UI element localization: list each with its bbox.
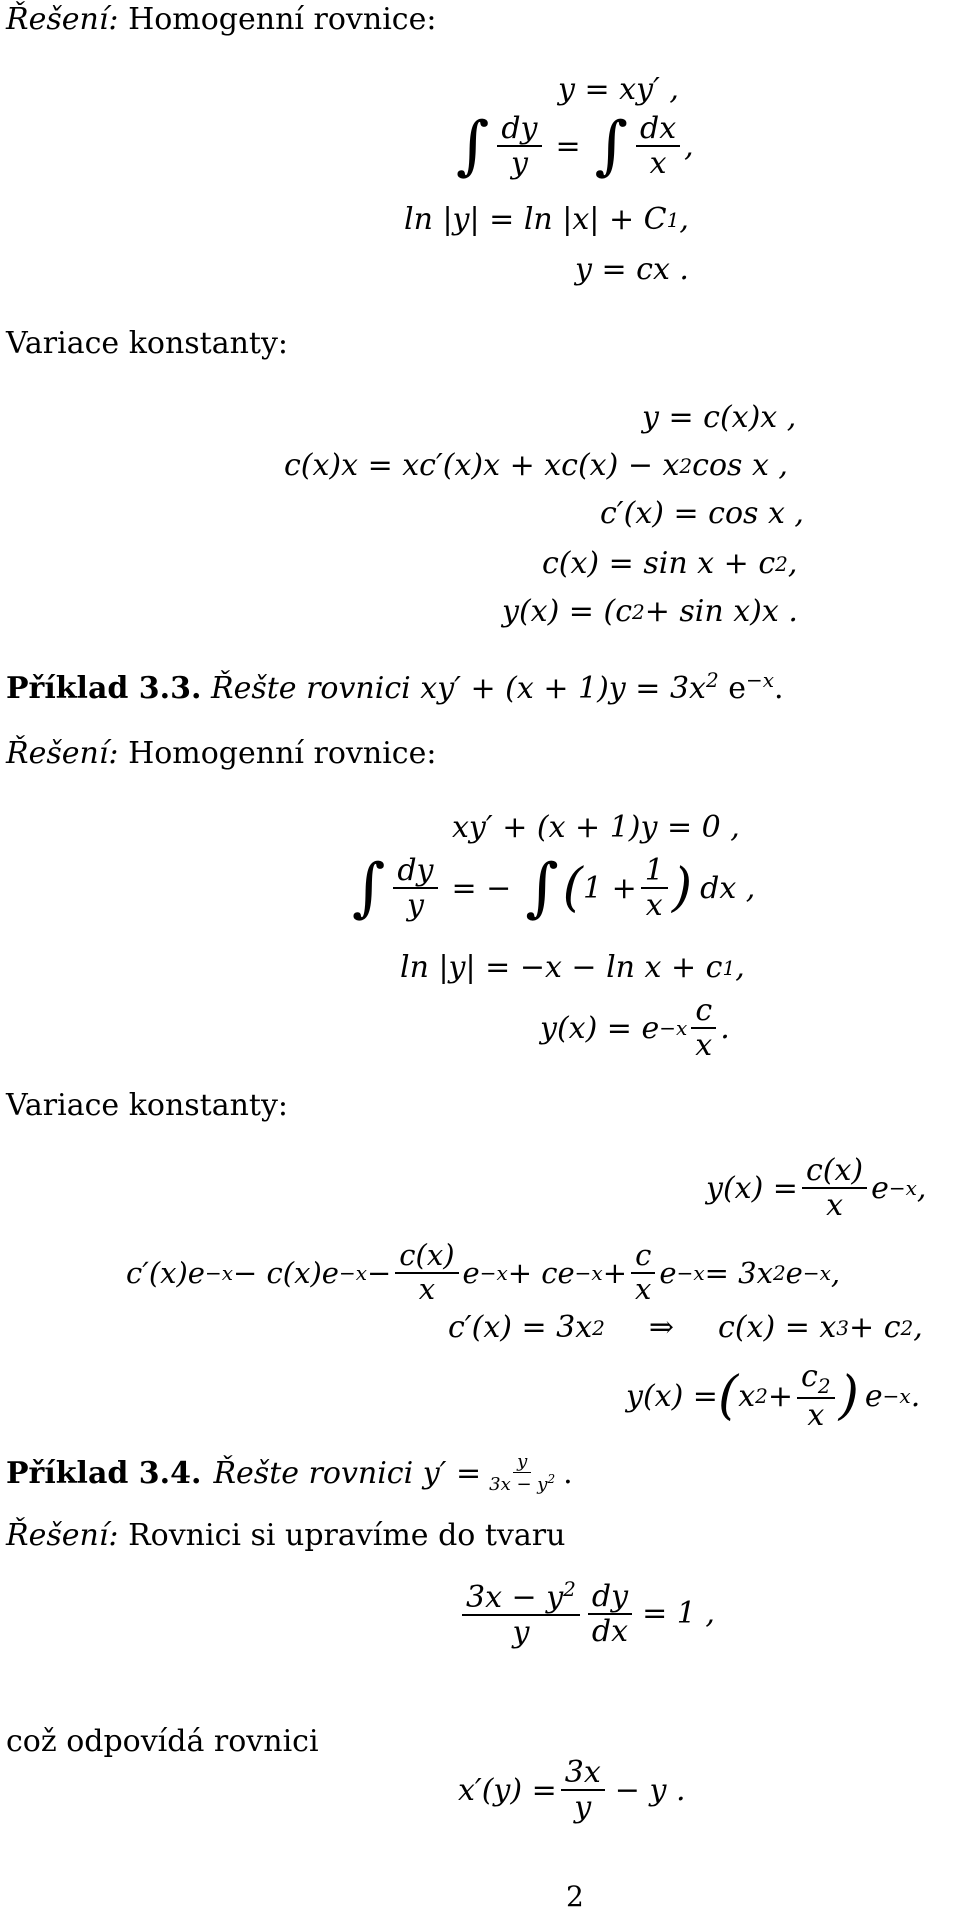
plus: + <box>602 1255 628 1290</box>
integral-sign: ∫ <box>352 851 386 925</box>
var2-eq-2 <box>126 1240 840 1306</box>
subscript: 1 <box>666 207 680 232</box>
frac-den: y <box>406 888 424 923</box>
eq-end: , <box>735 950 745 985</box>
exp-base: e <box>718 671 746 706</box>
equals: = <box>555 128 581 164</box>
frac-num-base: 3x − y <box>466 1580 564 1615</box>
frac-num: y <box>513 1452 531 1473</box>
superscript: 2 <box>547 1471 556 1486</box>
frac-den: y <box>574 1790 592 1825</box>
frac-den: x <box>649 146 667 181</box>
superscript: 2 <box>755 1384 768 1408</box>
term: x <box>738 1378 756 1414</box>
frac-num-base: c <box>801 1359 818 1394</box>
eq-end: , <box>913 1310 923 1345</box>
example-label: Příklad 3.4. <box>6 1455 202 1491</box>
superscript: −x <box>574 1260 603 1285</box>
frac-num <box>462 1578 580 1616</box>
homog-eq-3 <box>400 950 745 985</box>
example-task: Řešte rovnici xy′ + (x + 1)y = 3x <box>211 671 706 706</box>
frac-num: 1 <box>641 854 668 889</box>
eq-text: y(x) = e <box>540 1010 660 1046</box>
variation-eq-2 <box>284 448 788 483</box>
frac-den: dx <box>591 1613 629 1649</box>
one-plus: 1 + <box>582 870 637 906</box>
superscript: 2 <box>563 1577 576 1601</box>
term: = 3x <box>704 1255 773 1290</box>
frac-num: c(x) <box>395 1240 458 1274</box>
eq-end: − y . <box>614 1772 686 1808</box>
frac-num: dy <box>588 1580 632 1615</box>
exp-base: e <box>864 1378 883 1414</box>
eq-text: c(x) = sin x + c <box>542 546 776 581</box>
example-label: Příklad 3.3. <box>6 671 202 706</box>
eq-end: = 1 , <box>642 1596 715 1631</box>
solution-heading-1 <box>6 2 436 37</box>
variation-label-1: Variace konstanty: <box>6 326 289 361</box>
eq-end: , <box>916 1170 927 1206</box>
equation-4: y = cx . <box>575 252 689 287</box>
period: . <box>563 1455 573 1491</box>
superscript: −x <box>676 1260 705 1285</box>
frac-den-base: 3x − y <box>489 1473 548 1495</box>
eq-text: + c <box>849 1310 901 1345</box>
integral-sign: ∫ <box>525 851 559 925</box>
term: − c(x)e <box>233 1255 339 1290</box>
equation-1: y = xy′ , <box>558 72 679 107</box>
superscript: −x <box>338 1260 367 1285</box>
exp-base: e <box>785 1255 803 1290</box>
superscript: 2 <box>679 453 693 478</box>
eq-end: , <box>830 1255 841 1290</box>
var2-eq-4 <box>626 1360 920 1432</box>
superscript: 3 <box>836 1315 850 1340</box>
subscript: 2 <box>900 1315 914 1340</box>
frac-den: x <box>418 1271 436 1306</box>
superscript: 2 <box>592 1315 605 1340</box>
plus: + <box>767 1378 794 1414</box>
eq-text: c(x)x = xc′(x)x + xc(x) − x <box>284 448 680 483</box>
superscript: −x <box>746 668 775 692</box>
frac-num: 3x <box>561 1756 605 1791</box>
period: . <box>910 1378 921 1414</box>
solution-label: Řešení: <box>6 1518 119 1553</box>
eq-text: y(x) = <box>706 1170 798 1206</box>
variation-eq-4 <box>542 546 797 581</box>
homog-eq-2 <box>348 851 756 925</box>
solution-text: Homogenní rovnice: <box>128 2 437 37</box>
eq-text: c′(x) = 3x <box>448 1310 593 1345</box>
solution-text: Rovnici si upravíme do tvaru <box>128 1518 566 1553</box>
frac-den: y <box>512 1615 530 1650</box>
frac-num: dx <box>636 112 680 147</box>
frac-num: c <box>691 994 716 1029</box>
solution-heading-3 <box>6 1518 565 1553</box>
subscript: 2 <box>775 551 788 576</box>
exp-base: e <box>462 1255 480 1290</box>
eq-text: ln |y| = ln |x| + C <box>404 202 667 237</box>
frac-den: x <box>645 888 663 923</box>
homog-eq-4 <box>540 994 730 1062</box>
frac-num: dy <box>497 112 541 147</box>
term: c′(x)e <box>126 1255 205 1290</box>
frac-num: c <box>631 1240 655 1274</box>
period: . <box>720 1010 730 1046</box>
corresponds-text: což odpovídá rovnici <box>6 1724 319 1759</box>
superscript: −x <box>802 1260 831 1285</box>
eq-text: c(x) = x <box>718 1310 837 1345</box>
superscript: −x <box>659 1016 688 1040</box>
page-number: 2 <box>566 1880 584 1913</box>
frac-den: x <box>807 1398 825 1433</box>
rewrite-eq-2 <box>458 1756 685 1824</box>
rewrite-eq-1 <box>458 1578 715 1649</box>
equation-2 <box>452 109 694 183</box>
right-paren: ) <box>838 1366 859 1426</box>
eq-text: y(x) = <box>626 1378 718 1414</box>
subscript: 1 <box>722 955 736 980</box>
frac-num: dy <box>393 854 437 889</box>
integral-sign: ∫ <box>594 109 628 183</box>
superscript: −x <box>479 1260 508 1285</box>
eq-end: dx , <box>700 870 756 906</box>
term: + ce <box>507 1255 575 1290</box>
superscript: −x <box>888 1176 917 1200</box>
exp-base: e <box>659 1255 677 1290</box>
variation-label-2: Variace konstanty: <box>6 1088 289 1123</box>
right-paren: ) <box>671 858 693 918</box>
variation-eq-5 <box>502 594 798 629</box>
frac-num: c(x) <box>802 1154 867 1189</box>
equals-minus: = − <box>451 870 512 906</box>
comma: , <box>684 128 694 164</box>
exp-base: e <box>871 1170 889 1206</box>
var2-eq-1 <box>706 1154 926 1222</box>
minus: − <box>366 1255 392 1290</box>
integral-sign: ∫ <box>456 109 490 183</box>
frac-den: y <box>510 146 528 181</box>
eq-text: ln |y| = −x − ln x + c <box>400 950 723 985</box>
eq-end: , <box>679 202 689 237</box>
frac-den: x <box>695 1028 713 1063</box>
left-paren: ( <box>562 858 583 918</box>
superscript: −x <box>882 1384 911 1408</box>
solution-heading-2 <box>6 736 436 771</box>
var2-eq-3 <box>448 1310 923 1345</box>
superscript: 2 <box>772 1260 786 1285</box>
solution-label: Řešení: <box>6 736 119 771</box>
eq-text: x′(y) = <box>458 1772 557 1808</box>
eq-text: y(x) = (c <box>502 594 632 629</box>
variation-eq-3: c′(x) = cos x , <box>600 496 804 531</box>
equation-3 <box>404 202 689 237</box>
period: . <box>774 671 784 706</box>
example-task: Řešte rovnici y′ = <box>213 1455 482 1491</box>
homog-eq-1: xy′ + (x + 1)y = 0 , <box>452 810 740 845</box>
frac-den: x <box>635 1271 652 1306</box>
subscript: 2 <box>632 599 645 624</box>
frac-den: x <box>826 1188 843 1223</box>
frac-num <box>797 1360 835 1399</box>
implies-arrow: ⇒ <box>648 1310 675 1345</box>
superscript: −x <box>204 1260 234 1285</box>
example-3-4-heading <box>6 1452 573 1495</box>
left-paren: ( <box>717 1366 739 1426</box>
eq-end: , <box>787 546 798 581</box>
eq-end: cos x , <box>692 448 788 483</box>
variation-eq-1: y = c(x)x , <box>642 400 797 435</box>
eq-end: + sin x)x . <box>644 594 798 629</box>
superscript: 2 <box>705 668 719 692</box>
solution-text: Homogenní rovnice: <box>128 736 437 771</box>
frac-den <box>485 1473 559 1495</box>
solution-label: Řešení: <box>6 2 119 37</box>
subscript: 2 <box>817 1374 831 1398</box>
example-3-3-heading <box>6 668 784 706</box>
